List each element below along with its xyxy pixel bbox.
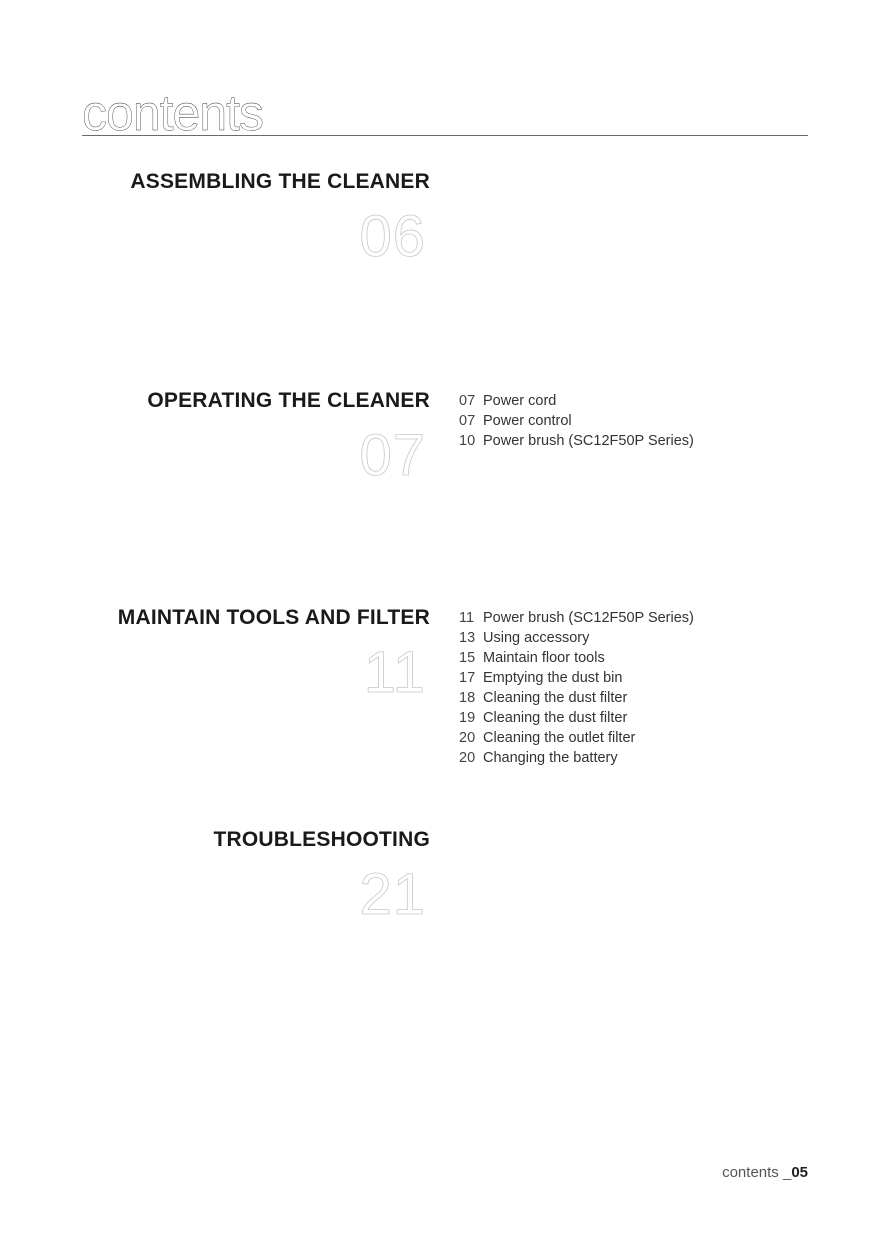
footer-label: contents _	[722, 1164, 792, 1181]
entry-page: 11	[459, 610, 475, 626]
toc-entry[interactable]	[447, 628, 694, 648]
entry-label: Cleaning the dust filter	[483, 710, 628, 726]
entry-label: Power cord	[483, 393, 557, 409]
entry-list	[447, 608, 694, 768]
footer-page-number: 05	[791, 1164, 808, 1181]
title-divider	[82, 135, 808, 136]
section-page-number: 07	[359, 423, 426, 488]
page-title: contents	[82, 85, 264, 141]
entry-page: 07	[459, 413, 476, 429]
toc-entry[interactable]	[447, 648, 694, 668]
section-page-number: 06	[359, 204, 426, 269]
toc-entry[interactable]	[447, 688, 694, 708]
section-heading[interactable]: MAINTAIN TOOLS AND FILTER	[117, 606, 430, 629]
entry-page: 07	[459, 393, 476, 409]
toc-entry[interactable]	[447, 391, 694, 411]
toc-entry[interactable]	[447, 608, 694, 628]
entry-label: Using accessory	[483, 630, 590, 646]
entry-page: 15	[459, 650, 476, 666]
entry-page: 10	[459, 433, 476, 449]
entry-page: 20	[459, 730, 476, 746]
toc-entry[interactable]	[447, 431, 694, 451]
entry-label: Maintain floor tools	[483, 650, 605, 666]
page-footer	[722, 1164, 808, 1181]
section-heading[interactable]: ASSEMBLING THE CLEANER	[130, 170, 430, 193]
section-page-number: 21	[359, 862, 426, 927]
entry-label: Power control	[483, 413, 572, 429]
entry-page: 13	[459, 630, 476, 646]
section-heading[interactable]: OPERATING THE CLEANER	[147, 389, 430, 412]
entry-label: Power brush (SC12F50P Series)	[483, 610, 694, 626]
entry-label: Emptying the dust bin	[483, 670, 623, 686]
section-page-number: 11	[363, 640, 426, 705]
toc-entry[interactable]	[447, 668, 694, 688]
toc-entry[interactable]	[447, 728, 694, 748]
entry-page: 19	[459, 710, 476, 726]
toc-entry[interactable]	[447, 708, 694, 728]
entry-label: Cleaning the dust filter	[483, 690, 628, 706]
toc-entry[interactable]	[447, 411, 694, 431]
entry-page: 20	[459, 750, 476, 766]
entry-label: Cleaning the outlet filter	[483, 730, 636, 746]
entry-label: Power brush (SC12F50P Series)	[483, 433, 694, 449]
toc-entry[interactable]	[447, 748, 694, 768]
entry-label: Changing the battery	[483, 750, 618, 766]
entry-list	[447, 391, 694, 451]
entry-page: 17	[459, 670, 476, 686]
section-heading[interactable]: TROUBLESHOOTING	[213, 828, 430, 851]
entry-page: 18	[459, 690, 476, 706]
